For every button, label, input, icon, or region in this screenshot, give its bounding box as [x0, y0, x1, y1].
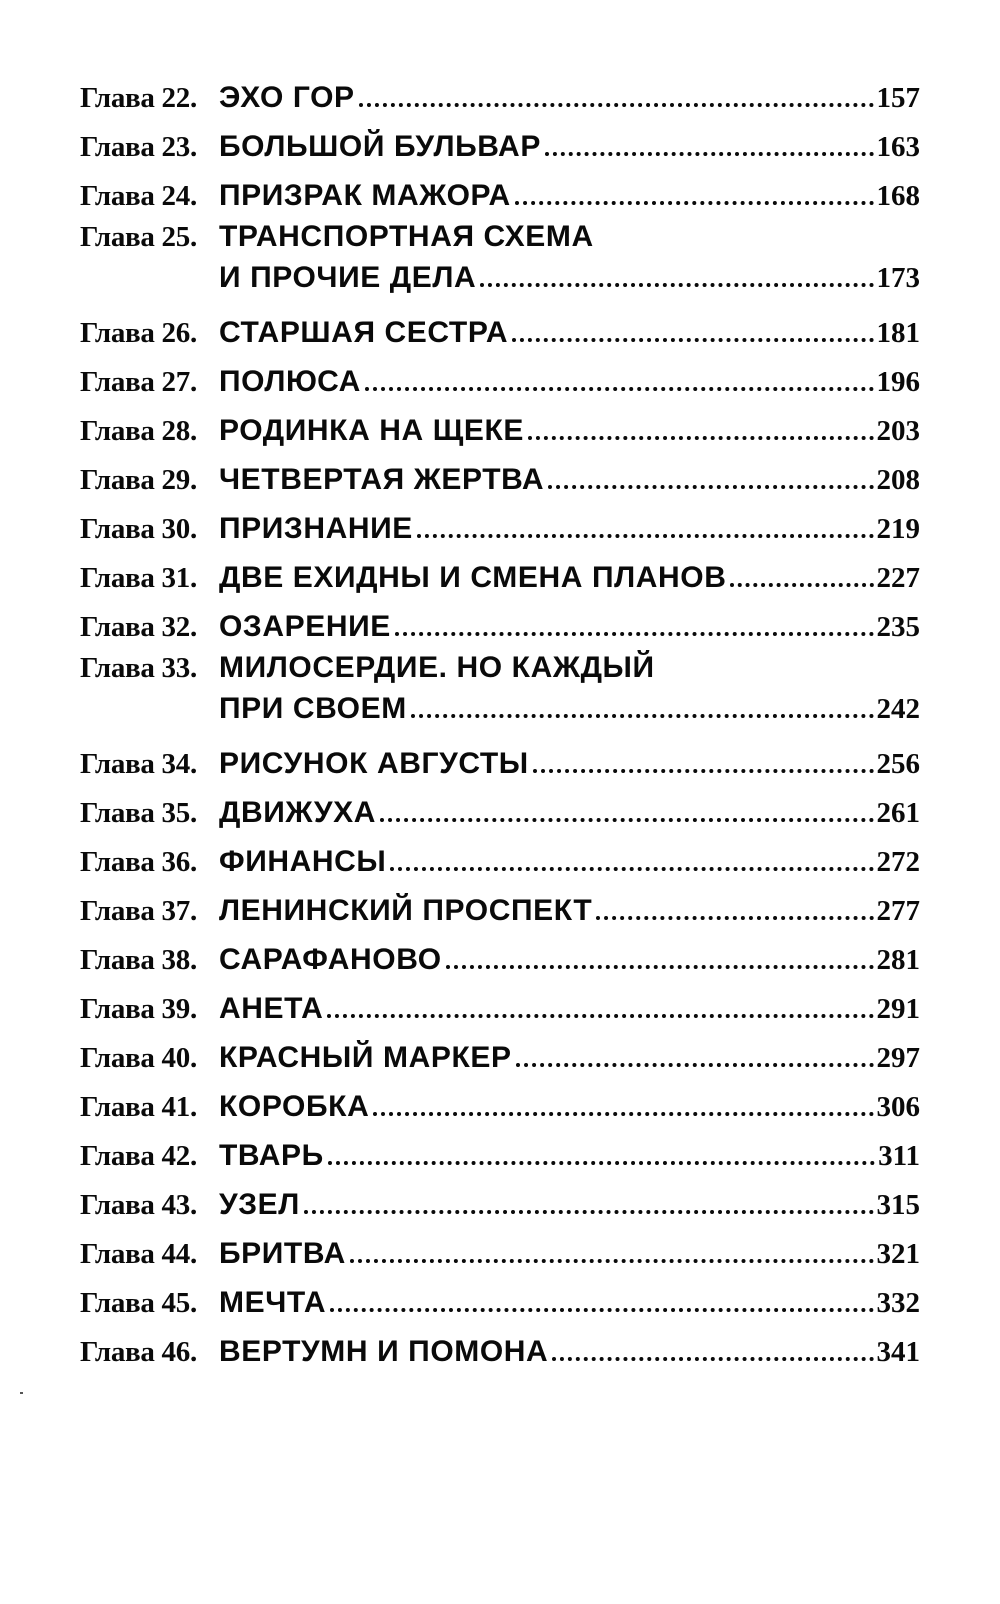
- dot-leader: [552, 1357, 873, 1361]
- chapter-label: Глава 26.: [80, 317, 197, 349]
- chapter-label: Глава 45.: [80, 1287, 197, 1319]
- page-number: 196: [876, 366, 920, 398]
- toc-entry: [80, 301, 920, 350]
- toc-entry: [80, 66, 920, 115]
- chapter-title-line2: ПРИ СВОЕМ: [219, 692, 407, 725]
- page-number: 277: [876, 895, 920, 927]
- toc-entry: [80, 1271, 920, 1320]
- toc-entry: [80, 879, 920, 928]
- page-number: 181: [876, 317, 920, 349]
- toc-entry: [80, 546, 920, 595]
- page-number: 163: [876, 131, 920, 163]
- dot-leader: [480, 283, 873, 287]
- page-number: 235: [876, 611, 920, 643]
- toc-entry: [80, 1075, 920, 1124]
- toc-entry: [80, 350, 920, 399]
- chapter-label: Глава 37.: [80, 895, 197, 927]
- chapter-title: ЭХО ГОР: [219, 81, 355, 114]
- dot-leader: [417, 534, 874, 538]
- dot-leader: [327, 1014, 873, 1018]
- chapter-title: ОЗАРЕНИЕ: [219, 610, 391, 643]
- chapter-title: СТАРШАЯ СЕСТРА: [219, 316, 509, 349]
- chapter-title-line2: И ПРОЧИЕ ДЕЛА: [219, 261, 477, 294]
- chapter-title: ЛЕНИНСКИЙ ПРОСПЕКТ: [219, 894, 593, 927]
- page-number: 315: [876, 1189, 920, 1221]
- toc-entry: [80, 1026, 920, 1075]
- toc-entry: [80, 830, 920, 879]
- page-number: 306: [876, 1091, 920, 1123]
- toc-entry: [80, 1320, 920, 1369]
- chapter-label: Глава 31.: [80, 562, 197, 594]
- page-number: 173: [876, 262, 920, 294]
- chapter-title: ВЕРТУМН И ПОМОНА: [219, 1335, 549, 1368]
- page-number: 281: [876, 944, 920, 976]
- chapter-label: Глава 30.: [80, 513, 197, 545]
- chapter-label: Глава 44.: [80, 1238, 197, 1270]
- chapter-title: КРАСНЫЙ МАРКЕР: [219, 1041, 512, 1074]
- dot-leader: [512, 338, 873, 342]
- page-number: 341: [876, 1336, 920, 1368]
- chapter-title: САРАФАНОВО: [219, 943, 442, 976]
- dot-leader: [730, 583, 873, 587]
- chapter-label: Глава 43.: [80, 1189, 197, 1221]
- dot-leader: [365, 387, 874, 391]
- chapter-label: Глава 42.: [80, 1140, 197, 1172]
- page-number: 272: [876, 846, 920, 878]
- dot-leader: [390, 867, 873, 871]
- chapter-title: АНЕТА: [219, 992, 324, 1025]
- toc-entry: [80, 644, 920, 732]
- page-number: 242: [876, 693, 920, 725]
- chapter-title: РОДИНКА НА ЩЕКЕ: [219, 414, 525, 447]
- toc-entry: [80, 977, 920, 1026]
- dot-leader: [533, 769, 874, 773]
- dot-leader: [380, 818, 874, 822]
- chapter-label: Глава 41.: [80, 1091, 197, 1123]
- toc-entry: [80, 164, 920, 213]
- page-number: 291: [876, 993, 920, 1025]
- print-speck: [20, 1392, 23, 1394]
- chapter-title: ДВИЖУХА: [219, 796, 376, 829]
- page-number: 297: [876, 1042, 920, 1074]
- chapter-label: Глава 27.: [80, 366, 197, 398]
- dot-leader: [596, 916, 873, 920]
- page-number: 157: [876, 82, 920, 114]
- page-number: 321: [876, 1238, 920, 1270]
- chapter-title: КОРОБКА: [219, 1090, 370, 1123]
- toc-entry: [80, 497, 920, 546]
- page-number: 332: [876, 1287, 920, 1319]
- chapter-label: Глава 40.: [80, 1042, 197, 1074]
- chapter-title: РИСУНОК АВГУСТЫ: [219, 747, 529, 780]
- chapter-title: БРИТВА: [219, 1237, 346, 1270]
- page-number: 219: [876, 513, 920, 545]
- chapter-label: Глава 36.: [80, 846, 197, 878]
- chapter-title: МЕЧТА: [219, 1286, 327, 1319]
- page-number: 208: [876, 464, 920, 496]
- toc-entry: [80, 781, 920, 830]
- page-number: 168: [876, 180, 920, 212]
- dot-leader: [528, 436, 873, 440]
- chapter-label: Глава 24.: [80, 180, 197, 212]
- dot-leader: [545, 152, 874, 156]
- chapter-title: ПОЛЮСА: [219, 365, 361, 398]
- dot-leader: [330, 1308, 873, 1312]
- chapter-label: Глава 35.: [80, 797, 197, 829]
- chapter-title-line1: МИЛОСЕРДИЕ. НО КАЖДЫЙ: [219, 651, 655, 684]
- toc-entry: [80, 1124, 920, 1173]
- dot-leader: [446, 965, 874, 969]
- page-number: 311: [878, 1140, 920, 1172]
- page-number: 261: [876, 797, 920, 829]
- dot-leader: [515, 201, 874, 205]
- dot-leader: [548, 485, 873, 489]
- toc-entry: [80, 732, 920, 781]
- dot-leader: [359, 103, 874, 107]
- toc-entry: [80, 399, 920, 448]
- toc-entry: [80, 213, 920, 301]
- chapter-label: Глава 32.: [80, 611, 197, 643]
- toc-entry: [80, 1222, 920, 1271]
- page-number: 227: [876, 562, 920, 594]
- chapter-label: Глава 39.: [80, 993, 197, 1025]
- dot-leader: [350, 1259, 874, 1263]
- dot-leader: [395, 632, 874, 636]
- chapter-title: УЗЕЛ: [219, 1188, 300, 1221]
- chapter-title: БОЛЬШОЙ БУЛЬВАР: [219, 130, 541, 163]
- chapter-title-line1: ТРАНСПОРТНАЯ СХЕМА: [219, 220, 594, 253]
- dot-leader: [304, 1210, 874, 1214]
- dot-leader: [328, 1161, 875, 1165]
- chapter-title: ПРИЗРАК МАЖОРА: [219, 179, 511, 212]
- chapter-label: Глава 22.: [80, 82, 197, 114]
- page-number: 256: [876, 748, 920, 780]
- chapter-label: Глава 38.: [80, 944, 197, 976]
- chapter-label: Глава 28.: [80, 415, 197, 447]
- dot-leader: [411, 714, 874, 718]
- chapter-label: Глава 23.: [80, 131, 197, 163]
- toc-entry: [80, 448, 920, 497]
- chapter-label: Глава 33.: [80, 652, 197, 684]
- chapter-title: ЧЕТВЕРТАЯ ЖЕРТВА: [219, 463, 545, 496]
- chapter-title: ДВЕ ЕХИДНЫ И СМЕНА ПЛАНОВ: [219, 561, 727, 594]
- toc-entry: [80, 928, 920, 977]
- page-number: 203: [876, 415, 920, 447]
- chapter-label: Глава 34.: [80, 748, 197, 780]
- toc-entry: [80, 595, 920, 644]
- toc-entry: [80, 115, 920, 164]
- table-of-contents: [80, 66, 920, 1369]
- chapter-label: Глава 29.: [80, 464, 197, 496]
- chapter-title: ФИНАНСЫ: [219, 845, 387, 878]
- dot-leader: [516, 1063, 874, 1067]
- dot-leader: [373, 1112, 873, 1116]
- chapter-title: ПРИЗНАНИЕ: [219, 512, 413, 545]
- toc-entry: [80, 1173, 920, 1222]
- chapter-title: ТВАРЬ: [219, 1139, 324, 1172]
- chapter-label: Глава 46.: [80, 1336, 197, 1368]
- chapter-label: Глава 25.: [80, 221, 197, 253]
